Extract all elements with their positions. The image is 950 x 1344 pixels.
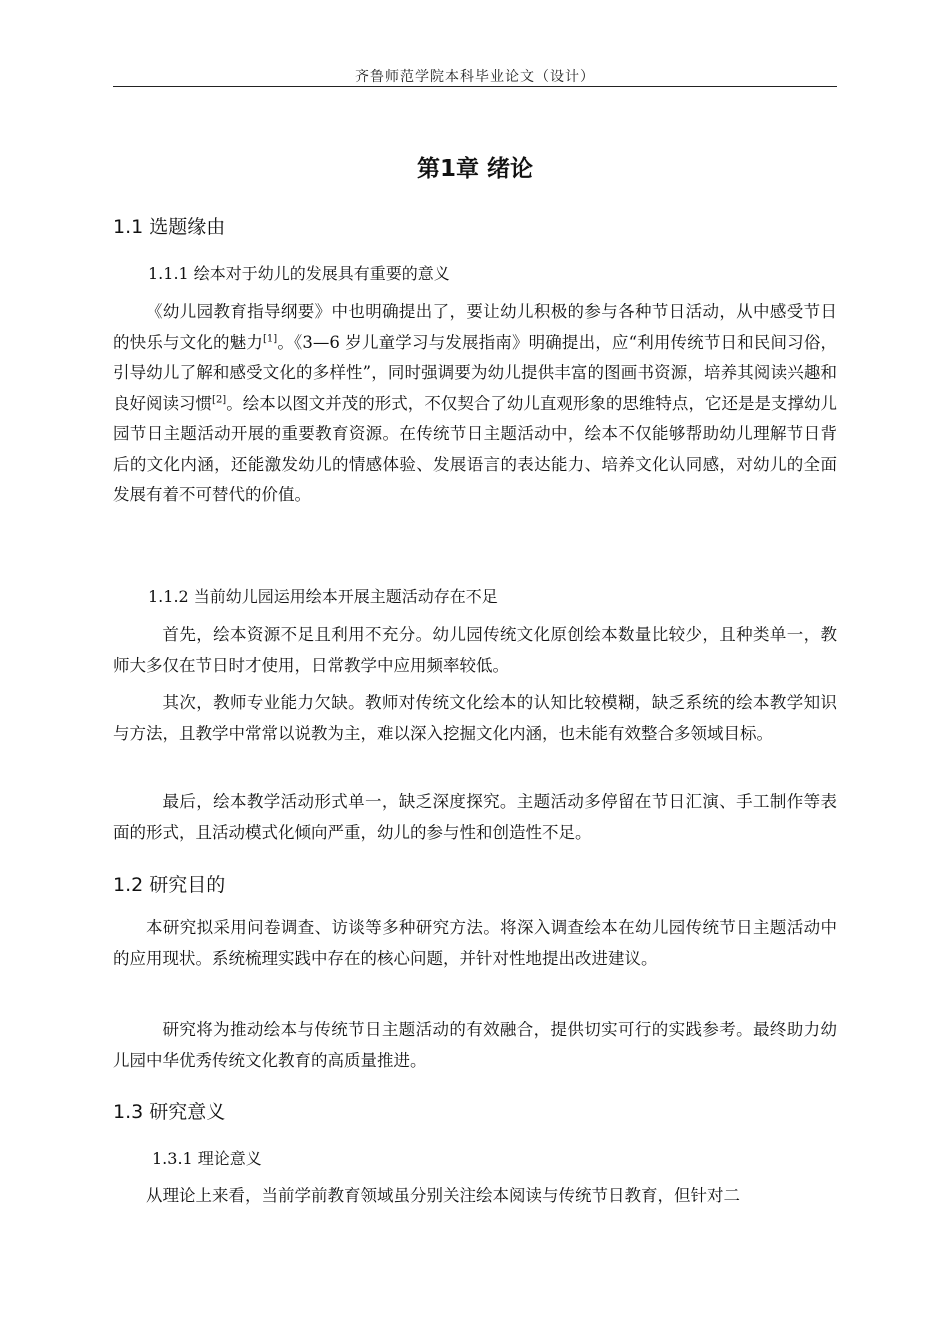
paragraph-1-3-1: 从理论上来看，当前学前教育领域虽分别关注绘本阅读与传统节日教育，但针对二 xyxy=(146,1186,740,1205)
paragraph-text: 《幼儿园教育指导纲要》中也明确提出了，要让幼儿积极的参与各种节日活动，从中感受节日的快乐与文化的魅力 xyxy=(113,302,837,352)
citation-ref-2: [2] xyxy=(212,394,227,405)
subsection-heading-1-1-2: 1.1.2 当前幼儿园运用绘本开展主题活动存在不足 xyxy=(148,587,498,606)
paragraph-last: 最后，绘本教学活动形式单一，缺乏深度探究。主题活动多停留在节日汇演、手工制作等表面的形式，且活动模式化倾向严重，幼儿的参与性和创造性不足。 xyxy=(113,792,837,842)
paragraph-1-2-b: 研究将为推动绘本与传统节日主题活动的有效融合，提供切实可行的实践参考。最终助力幼儿园中华优秀传统文化教育的高质量推进。 xyxy=(113,1020,837,1070)
paragraph-1-2-a: 本研究拟采用问卷调查、访谈等多种研究方法。将深入调查绘本在幼儿园传统节日主题活动中的应用现状。系统梳理实践中存在的核心问题，并针对性地提出改进建议。 xyxy=(113,918,837,968)
chapter-title: 第1章 绪论 xyxy=(416,156,533,182)
subsection-heading-1-3-1: 1.3.1 理论意义 xyxy=(152,1149,262,1168)
paragraph-text: 。《3—6 岁儿童学习与发展指南》明确提出，应“利用传统节日和民间习俗，引导幼儿了解和感受文化的多样性”，同时强调要为幼儿提供丰富的图画书资源，培养其阅读兴趣和良好阅读习惯 xyxy=(113,332,837,413)
paragraph-text: 。绘本以图文并茂的形式，不仅契合了幼儿直观形象的思维特点，它还是是支撑幼儿园节日主题活动开展的重要教育资源。在传统节日主题活动中，绘本不仅能够帮助幼儿理解节日背后的文化内涵，还能激发幼儿的情感体验、发展语言的表达能力、培养文化认同感，对幼儿的全面发展有着不可替代的价值。 xyxy=(113,393,838,504)
paragraph-first: 首先，绘本资源不足且利用不充分。幼儿园传统文化原创绘本数量比较少，且种类单一，教师大多仅在节日时才使用，日常教学中应用频率较低。 xyxy=(113,625,837,675)
subsection-heading-1-1-1: 1.1.1 绘本对于幼儿的发展具有重要的意义 xyxy=(148,264,450,283)
section-heading-1-3: 1.3 研究意义 xyxy=(113,1101,226,1123)
section-heading-1-2: 1.2 研究目的 xyxy=(113,874,226,896)
running-header: 齐鲁师范学院本科毕业论文（设计） xyxy=(355,69,595,85)
paragraph-1-1-1 xyxy=(113,297,837,511)
header-rule xyxy=(113,86,837,87)
section-heading-1-1: 1.1 选题缘由 xyxy=(113,216,226,238)
paragraph-second: 其次，教师专业能力欠缺。教师对传统文化绘本的认知比较模糊，缺乏系统的绘本教学知识与方法，且教学中常常以说教为主，难以深入挖掘文化内涵，也未能有效整合多领域目标。 xyxy=(113,693,837,743)
citation-ref-1: [1] xyxy=(262,333,278,344)
